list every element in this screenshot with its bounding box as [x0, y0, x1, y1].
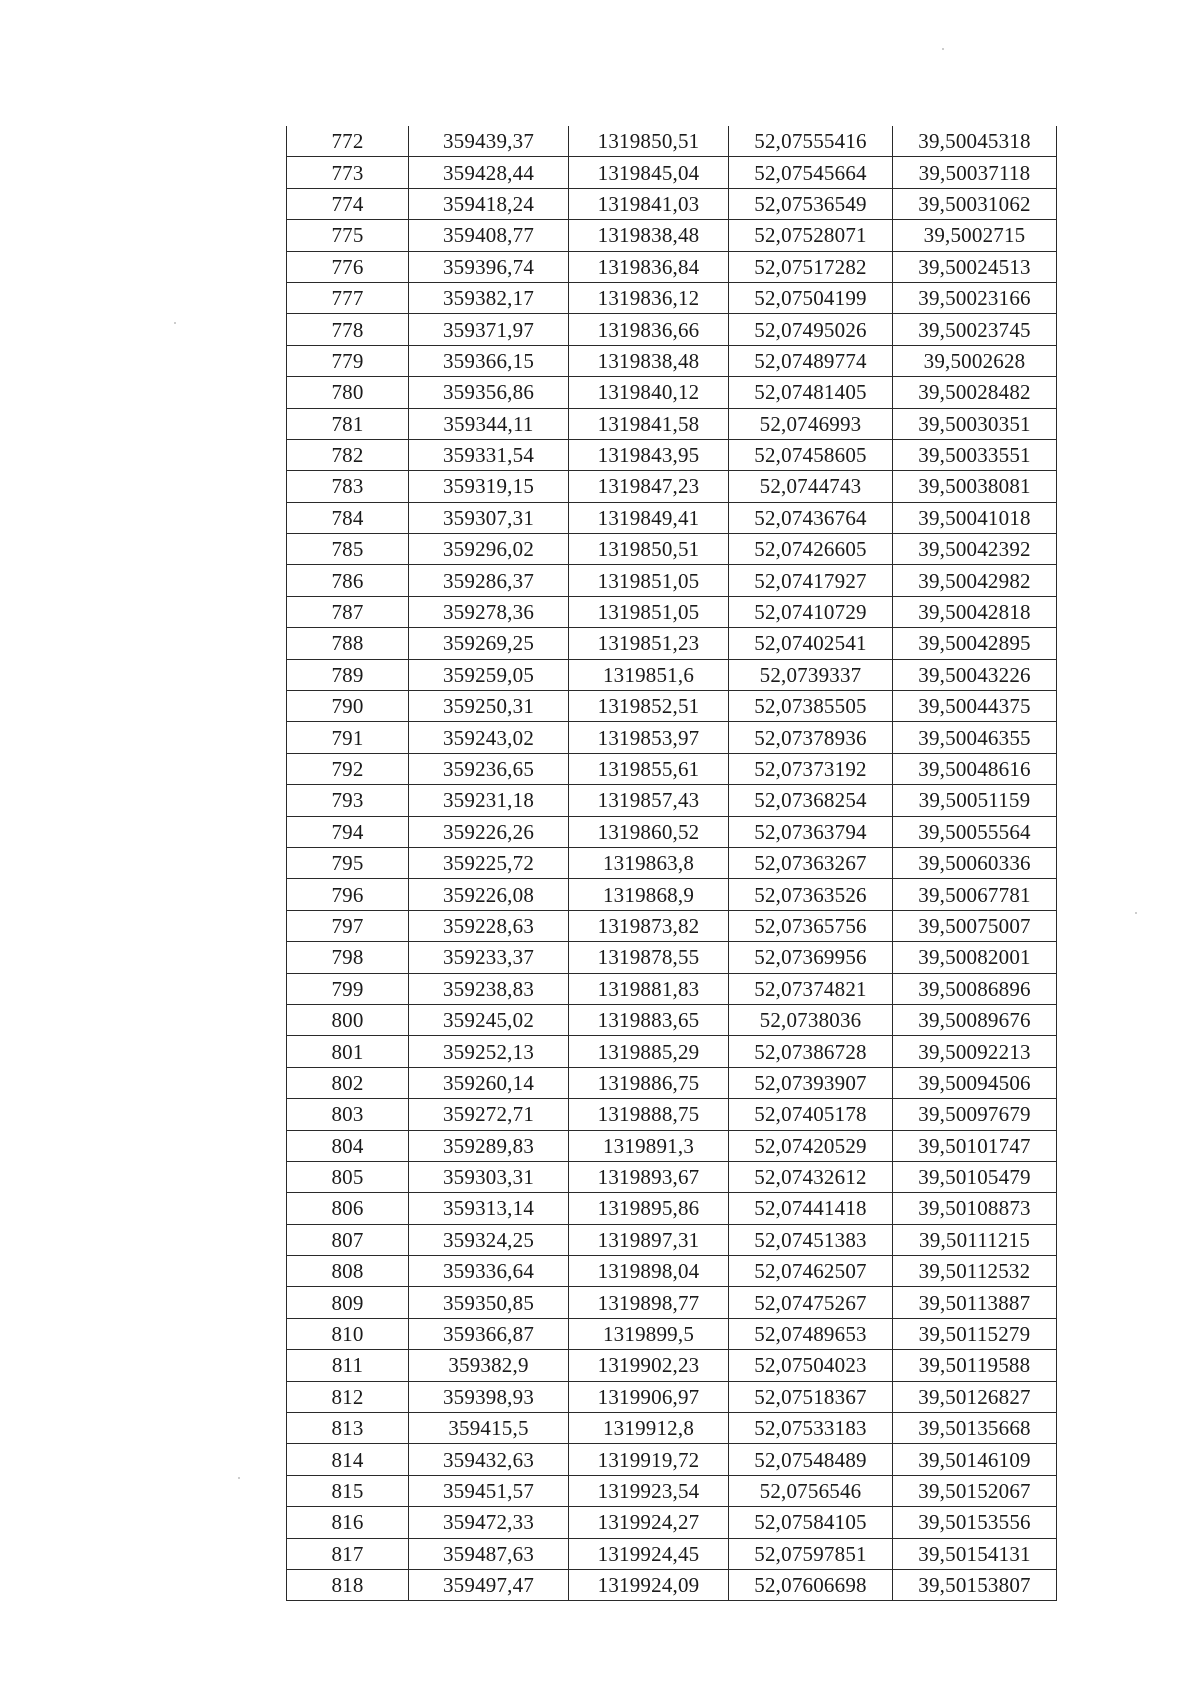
longitude-cell: 39,50086896	[893, 973, 1057, 1004]
latitude-cell: 52,07504199	[729, 282, 893, 313]
latitude-cell: 52,07545664	[729, 157, 893, 188]
x-coordinate-cell: 359269,25	[409, 628, 569, 659]
latitude-cell: 52,0756546	[729, 1475, 893, 1506]
longitude-cell: 39,50113887	[893, 1287, 1057, 1318]
coordinates-table-body	[287, 126, 1057, 1601]
latitude-cell: 52,07495026	[729, 314, 893, 345]
latitude-cell: 52,07504023	[729, 1350, 893, 1381]
point-number-cell: 815	[287, 1475, 409, 1506]
y-coordinate-cell: 1319891,3	[569, 1130, 729, 1161]
longitude-cell: 39,50033551	[893, 439, 1057, 470]
longitude-cell: 39,50126827	[893, 1381, 1057, 1412]
x-coordinate-cell: 359233,37	[409, 942, 569, 973]
latitude-cell: 52,07489774	[729, 345, 893, 376]
latitude-cell: 52,07373192	[729, 753, 893, 784]
longitude-cell: 39,50101747	[893, 1130, 1057, 1161]
longitude-cell: 39,50046355	[893, 722, 1057, 753]
x-coordinate-cell: 359398,93	[409, 1381, 569, 1412]
point-number-cell: 797	[287, 910, 409, 941]
longitude-cell: 39,50060336	[893, 847, 1057, 878]
point-number-cell: 792	[287, 753, 409, 784]
longitude-cell: 39,50028482	[893, 377, 1057, 408]
y-coordinate-cell: 1319852,51	[569, 691, 729, 722]
point-number-cell: 812	[287, 1381, 409, 1412]
longitude-cell: 39,50048616	[893, 753, 1057, 784]
x-coordinate-cell: 359313,14	[409, 1193, 569, 1224]
latitude-cell: 52,07518367	[729, 1381, 893, 1412]
x-coordinate-cell: 359344,11	[409, 408, 569, 439]
y-coordinate-cell: 1319850,51	[569, 534, 729, 565]
x-coordinate-cell: 359289,83	[409, 1130, 569, 1161]
x-coordinate-cell: 359428,44	[409, 157, 569, 188]
latitude-cell: 52,07365756	[729, 910, 893, 941]
point-number-cell: 789	[287, 659, 409, 690]
y-coordinate-cell: 1319863,8	[569, 847, 729, 878]
point-number-cell: 802	[287, 1067, 409, 1098]
table-row	[287, 1507, 1057, 1538]
y-coordinate-cell: 1319899,5	[569, 1318, 729, 1349]
table-row	[287, 502, 1057, 533]
table-row	[287, 628, 1057, 659]
point-number-cell: 785	[287, 534, 409, 565]
x-coordinate-cell: 359319,15	[409, 471, 569, 502]
longitude-cell: 39,5002715	[893, 220, 1057, 251]
y-coordinate-cell: 1319923,54	[569, 1475, 729, 1506]
y-coordinate-cell: 1319853,97	[569, 722, 729, 753]
latitude-cell: 52,07410729	[729, 596, 893, 627]
y-coordinate-cell: 1319851,05	[569, 596, 729, 627]
table-row	[287, 565, 1057, 596]
point-number-cell: 804	[287, 1130, 409, 1161]
y-coordinate-cell: 1319924,27	[569, 1507, 729, 1538]
longitude-cell: 39,50112532	[893, 1256, 1057, 1287]
latitude-cell: 52,07555416	[729, 126, 893, 157]
longitude-cell: 39,5002628	[893, 345, 1057, 376]
table-row	[287, 345, 1057, 376]
point-number-cell: 818	[287, 1569, 409, 1600]
y-coordinate-cell: 1319897,31	[569, 1224, 729, 1255]
scan-speck	[1135, 912, 1137, 914]
table-row	[287, 314, 1057, 345]
y-coordinate-cell: 1319893,67	[569, 1161, 729, 1192]
y-coordinate-cell: 1319836,66	[569, 314, 729, 345]
latitude-cell: 52,07374821	[729, 973, 893, 1004]
point-number-cell: 776	[287, 251, 409, 282]
point-number-cell: 787	[287, 596, 409, 627]
table-row	[287, 534, 1057, 565]
point-number-cell: 775	[287, 220, 409, 251]
point-number-cell: 799	[287, 973, 409, 1004]
point-number-cell: 779	[287, 345, 409, 376]
longitude-cell: 39,50038081	[893, 471, 1057, 502]
table-row	[287, 1161, 1057, 1192]
y-coordinate-cell: 1319886,75	[569, 1067, 729, 1098]
point-number-cell: 805	[287, 1161, 409, 1192]
longitude-cell: 39,50135668	[893, 1413, 1057, 1444]
table-row	[287, 847, 1057, 878]
y-coordinate-cell: 1319919,72	[569, 1444, 729, 1475]
latitude-cell: 52,07363794	[729, 816, 893, 847]
longitude-cell: 39,50152067	[893, 1475, 1057, 1506]
table-row	[287, 722, 1057, 753]
table-row	[287, 188, 1057, 219]
longitude-cell: 39,50153807	[893, 1569, 1057, 1600]
table-row	[287, 282, 1057, 313]
longitude-cell: 39,50043226	[893, 659, 1057, 690]
y-coordinate-cell: 1319883,65	[569, 1004, 729, 1035]
table-row	[287, 973, 1057, 1004]
y-coordinate-cell: 1319895,86	[569, 1193, 729, 1224]
table-row	[287, 1099, 1057, 1130]
x-coordinate-cell: 359366,87	[409, 1318, 569, 1349]
point-number-cell: 810	[287, 1318, 409, 1349]
latitude-cell: 52,07489653	[729, 1318, 893, 1349]
y-coordinate-cell: 1319847,23	[569, 471, 729, 502]
y-coordinate-cell: 1319855,61	[569, 753, 729, 784]
point-number-cell: 798	[287, 942, 409, 973]
point-number-cell: 791	[287, 722, 409, 753]
point-number-cell: 777	[287, 282, 409, 313]
table-row	[287, 1067, 1057, 1098]
y-coordinate-cell: 1319836,12	[569, 282, 729, 313]
y-coordinate-cell: 1319845,04	[569, 157, 729, 188]
x-coordinate-cell: 359324,25	[409, 1224, 569, 1255]
table-row	[287, 126, 1057, 157]
x-coordinate-cell: 359396,74	[409, 251, 569, 282]
latitude-cell: 52,07426605	[729, 534, 893, 565]
latitude-cell: 52,07441418	[729, 1193, 893, 1224]
table-row	[287, 1381, 1057, 1412]
x-coordinate-cell: 359356,86	[409, 377, 569, 408]
table-row	[287, 596, 1057, 627]
latitude-cell: 52,07536549	[729, 188, 893, 219]
x-coordinate-cell: 359228,63	[409, 910, 569, 941]
point-number-cell: 790	[287, 691, 409, 722]
latitude-cell: 52,07386728	[729, 1036, 893, 1067]
point-number-cell: 774	[287, 188, 409, 219]
longitude-cell: 39,50153556	[893, 1507, 1057, 1538]
point-number-cell: 795	[287, 847, 409, 878]
table-row	[287, 1318, 1057, 1349]
latitude-cell: 52,07385505	[729, 691, 893, 722]
table-row	[287, 659, 1057, 690]
latitude-cell: 52,0738036	[729, 1004, 893, 1035]
y-coordinate-cell: 1319924,45	[569, 1538, 729, 1569]
longitude-cell: 39,50031062	[893, 188, 1057, 219]
point-number-cell: 778	[287, 314, 409, 345]
y-coordinate-cell: 1319873,82	[569, 910, 729, 941]
point-number-cell: 813	[287, 1413, 409, 1444]
table-row	[287, 1444, 1057, 1475]
y-coordinate-cell: 1319851,6	[569, 659, 729, 690]
y-coordinate-cell: 1319924,09	[569, 1569, 729, 1600]
x-coordinate-cell: 359238,83	[409, 973, 569, 1004]
table-row	[287, 879, 1057, 910]
y-coordinate-cell: 1319838,48	[569, 220, 729, 251]
y-coordinate-cell: 1319840,12	[569, 377, 729, 408]
y-coordinate-cell: 1319906,97	[569, 1381, 729, 1412]
point-number-cell: 782	[287, 439, 409, 470]
x-coordinate-cell: 359382,17	[409, 282, 569, 313]
x-coordinate-cell: 359286,37	[409, 565, 569, 596]
longitude-cell: 39,50044375	[893, 691, 1057, 722]
x-coordinate-cell: 359439,37	[409, 126, 569, 157]
x-coordinate-cell: 359226,26	[409, 816, 569, 847]
point-number-cell: 772	[287, 126, 409, 157]
longitude-cell: 39,50115279	[893, 1318, 1057, 1349]
latitude-cell: 52,07368254	[729, 785, 893, 816]
latitude-cell: 52,0739337	[729, 659, 893, 690]
point-number-cell: 780	[287, 377, 409, 408]
table-row	[287, 439, 1057, 470]
latitude-cell: 52,07597851	[729, 1538, 893, 1569]
latitude-cell: 52,07517282	[729, 251, 893, 282]
y-coordinate-cell: 1319898,77	[569, 1287, 729, 1318]
longitude-cell: 39,50042895	[893, 628, 1057, 659]
x-coordinate-cell: 359307,31	[409, 502, 569, 533]
x-coordinate-cell: 359303,31	[409, 1161, 569, 1192]
x-coordinate-cell: 359497,47	[409, 1569, 569, 1600]
scan-speck	[942, 48, 944, 50]
longitude-cell: 39,50030351	[893, 408, 1057, 439]
latitude-cell: 52,07606698	[729, 1569, 893, 1600]
y-coordinate-cell: 1319868,9	[569, 879, 729, 910]
longitude-cell: 39,50045318	[893, 126, 1057, 157]
point-number-cell: 773	[287, 157, 409, 188]
y-coordinate-cell: 1319843,95	[569, 439, 729, 470]
longitude-cell: 39,50055564	[893, 816, 1057, 847]
y-coordinate-cell: 1319850,51	[569, 126, 729, 157]
table-row	[287, 1256, 1057, 1287]
latitude-cell: 52,07378936	[729, 722, 893, 753]
x-coordinate-cell: 359415,5	[409, 1413, 569, 1444]
latitude-cell: 52,07458605	[729, 439, 893, 470]
longitude-cell: 39,50023166	[893, 282, 1057, 313]
latitude-cell: 52,07584105	[729, 1507, 893, 1538]
latitude-cell: 52,07436764	[729, 502, 893, 533]
point-number-cell: 793	[287, 785, 409, 816]
latitude-cell: 52,07533183	[729, 1413, 893, 1444]
point-number-cell: 803	[287, 1099, 409, 1130]
y-coordinate-cell: 1319878,55	[569, 942, 729, 973]
longitude-cell: 39,50092213	[893, 1036, 1057, 1067]
x-coordinate-cell: 359472,33	[409, 1507, 569, 1538]
x-coordinate-cell: 359487,63	[409, 1538, 569, 1569]
x-coordinate-cell: 359451,57	[409, 1475, 569, 1506]
point-number-cell: 794	[287, 816, 409, 847]
longitude-cell: 39,50097679	[893, 1099, 1057, 1130]
table-row	[287, 251, 1057, 282]
x-coordinate-cell: 359366,15	[409, 345, 569, 376]
longitude-cell: 39,50108873	[893, 1193, 1057, 1224]
y-coordinate-cell: 1319860,52	[569, 816, 729, 847]
point-number-cell: 817	[287, 1538, 409, 1569]
table-row	[287, 753, 1057, 784]
y-coordinate-cell: 1319912,8	[569, 1413, 729, 1444]
latitude-cell: 52,07481405	[729, 377, 893, 408]
x-coordinate-cell: 359336,64	[409, 1256, 569, 1287]
point-number-cell: 796	[287, 879, 409, 910]
table-row	[287, 1004, 1057, 1035]
longitude-cell: 39,50067781	[893, 879, 1057, 910]
longitude-cell: 39,50105479	[893, 1161, 1057, 1192]
longitude-cell: 39,50024513	[893, 251, 1057, 282]
longitude-cell: 39,50082001	[893, 942, 1057, 973]
y-coordinate-cell: 1319885,29	[569, 1036, 729, 1067]
longitude-cell: 39,50094506	[893, 1067, 1057, 1098]
x-coordinate-cell: 359260,14	[409, 1067, 569, 1098]
y-coordinate-cell: 1319851,23	[569, 628, 729, 659]
y-coordinate-cell: 1319881,83	[569, 973, 729, 1004]
x-coordinate-cell: 359245,02	[409, 1004, 569, 1035]
x-coordinate-cell: 359226,08	[409, 879, 569, 910]
longitude-cell: 39,50075007	[893, 910, 1057, 941]
table-row	[287, 942, 1057, 973]
x-coordinate-cell: 359371,97	[409, 314, 569, 345]
latitude-cell: 52,07363526	[729, 879, 893, 910]
point-number-cell: 811	[287, 1350, 409, 1381]
longitude-cell: 39,50042392	[893, 534, 1057, 565]
y-coordinate-cell: 1319841,03	[569, 188, 729, 219]
longitude-cell: 39,50051159	[893, 785, 1057, 816]
point-number-cell: 783	[287, 471, 409, 502]
x-coordinate-cell: 359296,02	[409, 534, 569, 565]
point-number-cell: 788	[287, 628, 409, 659]
longitude-cell: 39,50154131	[893, 1538, 1057, 1569]
x-coordinate-cell: 359382,9	[409, 1350, 569, 1381]
table-row	[287, 1350, 1057, 1381]
longitude-cell: 39,50037118	[893, 157, 1057, 188]
latitude-cell: 52,0744743	[729, 471, 893, 502]
coordinates-table	[286, 126, 1057, 1601]
x-coordinate-cell: 359236,65	[409, 753, 569, 784]
point-number-cell: 807	[287, 1224, 409, 1255]
longitude-cell: 39,50042982	[893, 565, 1057, 596]
x-coordinate-cell: 359432,63	[409, 1444, 569, 1475]
x-coordinate-cell: 359408,77	[409, 220, 569, 251]
latitude-cell: 52,07402541	[729, 628, 893, 659]
x-coordinate-cell: 359331,54	[409, 439, 569, 470]
point-number-cell: 809	[287, 1287, 409, 1318]
y-coordinate-cell: 1319841,58	[569, 408, 729, 439]
longitude-cell: 39,50089676	[893, 1004, 1057, 1035]
longitude-cell: 39,50146109	[893, 1444, 1057, 1475]
x-coordinate-cell: 359250,31	[409, 691, 569, 722]
latitude-cell: 52,07528071	[729, 220, 893, 251]
latitude-cell: 52,07393907	[729, 1067, 893, 1098]
table-row	[287, 157, 1057, 188]
table-row	[287, 1569, 1057, 1600]
latitude-cell: 52,07417927	[729, 565, 893, 596]
y-coordinate-cell: 1319838,48	[569, 345, 729, 376]
table-row	[287, 1287, 1057, 1318]
latitude-cell: 52,07451383	[729, 1224, 893, 1255]
latitude-cell: 52,07420529	[729, 1130, 893, 1161]
y-coordinate-cell: 1319849,41	[569, 502, 729, 533]
table-row	[287, 1130, 1057, 1161]
point-number-cell: 800	[287, 1004, 409, 1035]
longitude-cell: 39,50119588	[893, 1350, 1057, 1381]
point-number-cell: 806	[287, 1193, 409, 1224]
x-coordinate-cell: 359278,36	[409, 596, 569, 627]
latitude-cell: 52,07405178	[729, 1099, 893, 1130]
x-coordinate-cell: 359272,71	[409, 1099, 569, 1130]
table-row	[287, 1224, 1057, 1255]
latitude-cell: 52,07475267	[729, 1287, 893, 1318]
x-coordinate-cell: 359259,05	[409, 659, 569, 690]
latitude-cell: 52,0746993	[729, 408, 893, 439]
point-number-cell: 781	[287, 408, 409, 439]
latitude-cell: 52,07432612	[729, 1161, 893, 1192]
longitude-cell: 39,50041018	[893, 502, 1057, 533]
table-row	[287, 816, 1057, 847]
point-number-cell: 814	[287, 1444, 409, 1475]
table-row	[287, 1475, 1057, 1506]
table-row	[287, 471, 1057, 502]
table-row	[287, 1036, 1057, 1067]
x-coordinate-cell: 359225,72	[409, 847, 569, 878]
y-coordinate-cell: 1319902,23	[569, 1350, 729, 1381]
x-coordinate-cell: 359252,13	[409, 1036, 569, 1067]
latitude-cell: 52,07363267	[729, 847, 893, 878]
longitude-cell: 39,50023745	[893, 314, 1057, 345]
table-row	[287, 1413, 1057, 1444]
table-row	[287, 785, 1057, 816]
table-row	[287, 1538, 1057, 1569]
y-coordinate-cell: 1319888,75	[569, 1099, 729, 1130]
table-row	[287, 910, 1057, 941]
y-coordinate-cell: 1319836,84	[569, 251, 729, 282]
y-coordinate-cell: 1319851,05	[569, 565, 729, 596]
x-coordinate-cell: 359231,18	[409, 785, 569, 816]
point-number-cell: 816	[287, 1507, 409, 1538]
x-coordinate-cell: 359243,02	[409, 722, 569, 753]
point-number-cell: 801	[287, 1036, 409, 1067]
scan-speck	[174, 322, 176, 324]
y-coordinate-cell: 1319857,43	[569, 785, 729, 816]
latitude-cell: 52,07462507	[729, 1256, 893, 1287]
latitude-cell: 52,07548489	[729, 1444, 893, 1475]
table-row	[287, 408, 1057, 439]
y-coordinate-cell: 1319898,04	[569, 1256, 729, 1287]
table-row	[287, 220, 1057, 251]
point-number-cell: 808	[287, 1256, 409, 1287]
latitude-cell: 52,07369956	[729, 942, 893, 973]
point-number-cell: 786	[287, 565, 409, 596]
longitude-cell: 39,50111215	[893, 1224, 1057, 1255]
table-row	[287, 691, 1057, 722]
table-row	[287, 377, 1057, 408]
scan-speck	[238, 1477, 240, 1479]
point-number-cell: 784	[287, 502, 409, 533]
x-coordinate-cell: 359418,24	[409, 188, 569, 219]
x-coordinate-cell: 359350,85	[409, 1287, 569, 1318]
longitude-cell: 39,50042818	[893, 596, 1057, 627]
table-row	[287, 1193, 1057, 1224]
